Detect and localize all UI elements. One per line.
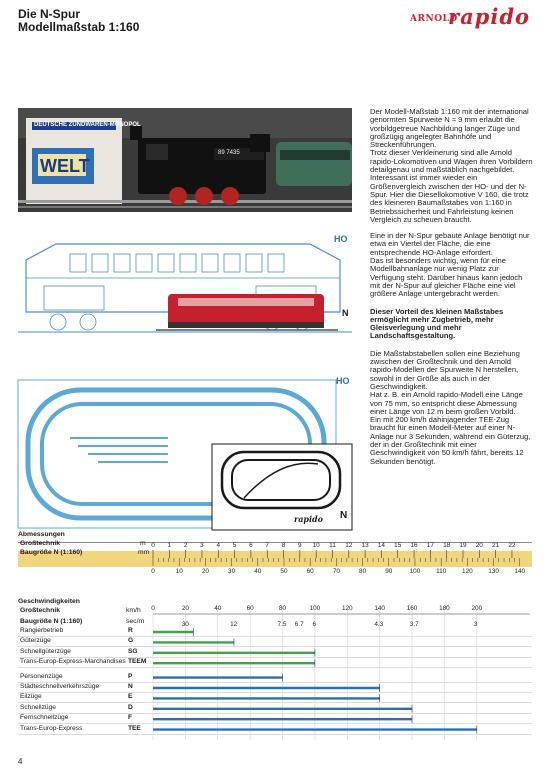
speed-row-label: Eilzüge (20, 693, 42, 701)
dim-mm-label: 110 (436, 568, 447, 575)
speed-sec-label: 30 (181, 621, 189, 628)
dim-mm-label: 50 (280, 568, 288, 575)
speed-row-code: E (128, 693, 133, 701)
layout-ho-label: HO (336, 376, 350, 386)
dim-m-label: 1 (167, 542, 172, 549)
body-text (370, 108, 534, 466)
dim-mm-label: 30 (228, 568, 236, 575)
brand-logo (410, 4, 534, 29)
dim-m-label: 10 (312, 542, 320, 549)
speed-kmh-label: 200 (471, 605, 483, 612)
dim-row2-unit: mm (138, 549, 150, 556)
dim-m-label: 2 (183, 542, 188, 549)
dim-mm-label: 20 (201, 568, 209, 575)
dim-mm-label: 130 (488, 568, 499, 575)
speed-row-code: D (128, 703, 133, 711)
paragraph-1: Der Modell-Maßstab 1:160 mit der international genormten Spurweite N ≈ 9 mm erlaubt die vorbildgetreue Nachbildung langer Züge und großzügig angelegter Bahnhöfe und Streckenführungen. (370, 107, 529, 150)
speed-row-code: TEE (128, 724, 141, 732)
dim-m-label: 20 (475, 542, 483, 549)
speeds-chart (150, 600, 540, 740)
dim-m-label: 15 (394, 542, 402, 549)
speed-kmh-label: 120 (341, 605, 353, 612)
dim-mm-label: 60 (306, 568, 314, 575)
speed-kmh-label: 180 (439, 605, 450, 612)
paragraph-7: Die Maßstabstabellen sollen eine Beziehung zwischen der Großtechnik und den Arnold rapido-Modellen der Spurweite N herstellen, sowohl in der Größe als auch in der Geschwindigkeit. (370, 348, 520, 391)
dim-row1-label: Großtechnik (20, 540, 61, 547)
loco-number: 89 7435 (218, 150, 240, 156)
paragraph-4: Eine in der N-Spur gebaute Anlage benötigt nur etwa ein Viertel der Fläche, die eine entsprechende HO-Anlage erfordert. (370, 231, 530, 257)
dim-m-label: 0 (151, 542, 155, 549)
speed-sec-label: 6 (312, 621, 317, 628)
speed-kmh-label: 140 (374, 605, 386, 612)
speed-row-code: G (128, 637, 134, 645)
dim-mm-label: 0 (151, 568, 155, 575)
dim-m-label: 21 (492, 542, 500, 549)
paragraph-8: Hat z. B. ein Arnold rapido-Modell eine Länge von 75 mm, so entspricht diese Abmessung einer Länge von 12 m beim großen Vorbild. (370, 390, 523, 416)
speed-row-divider (18, 646, 532, 647)
speed-row2-unit: sec/m (126, 618, 145, 625)
loco-size-diagram (18, 232, 352, 342)
title-line-1: Die N-Spur (18, 7, 81, 21)
dim-mm-label: 90 (385, 568, 393, 575)
speed-row-divider (18, 667, 532, 668)
dim-m-label: 18 (443, 542, 451, 549)
speed-kmh-label: 80 (278, 605, 287, 612)
speed-row-code: P (128, 672, 133, 680)
speed-row-label: Trans-Europ-Express (20, 724, 83, 732)
dim-m-label: 12 (345, 542, 353, 549)
brand-rapido: rapido (448, 4, 531, 29)
paragraph-3: Interessant ist immer wieder ein Größenvergleich zwischen der HO- und der N-Spur. Hier die Diesellokomotive V 160, die trotz des kleineren Baumaßstabes von 1:160 in Betriebssicherheit und Fahrleistung keinen Vergleich zu scheuen braucht. (370, 173, 529, 224)
dim-mm-label: 40 (254, 568, 262, 575)
speed-kmh-label: 0 (151, 605, 155, 612)
speed-kmh-label: 100 (309, 605, 321, 612)
speed-row-code: F (128, 714, 133, 722)
layout-size-diagram (18, 374, 352, 532)
matchbox-label: DEUTSCHE ZÜNDWAREN-MONOPOL (34, 122, 141, 128)
speed-sec-label: 7.5 (277, 621, 287, 628)
speed-sec-label: 12 (230, 621, 238, 628)
matchbox-brand: WELT (40, 156, 90, 176)
loco-ho-label: HO (334, 234, 348, 244)
paragraph-5: Das ist besonders wichtig, wenn für eine Modellbahnanlage nur wenig Platz zur Verfügung steht. Darüber hinaus kann jedoch mit der N-Spur auf gleicher Fläche eine viel größere Anlage untergebracht werden. (370, 256, 523, 299)
loco-n-label: N (342, 308, 349, 318)
dim-mm-label: 140 (514, 568, 526, 575)
speed-row-code: R (128, 627, 133, 634)
speed-row-label: Schnellzüge (20, 703, 56, 711)
speed-row-divider (18, 734, 532, 735)
paragraph-2: Trotz dieser Verkleinerung sind alle Arnold rapido-Lokomotiven und Wagen ihren Vorbildern detailgenau und maßstäblich nachgebildet. (370, 148, 533, 175)
speed-row2-label: Baugröße N (1:160) (20, 618, 83, 625)
speed-row-label: Rangierbetrieb (20, 627, 64, 634)
speed-row-divider (18, 713, 532, 714)
layout-n-label: N (340, 510, 348, 521)
dimensions-ruler (150, 530, 540, 575)
title-line-2: Modellmaßstab 1:160 (18, 20, 140, 34)
speed-sec-label: 3.7 (409, 621, 419, 628)
dim-m-label: 4 (216, 542, 221, 549)
speed-row-divider (18, 692, 532, 693)
speed-row-code: N (128, 683, 133, 690)
speed-row-divider (18, 636, 532, 637)
dim-row2-label: Baugröße N (1:160) (20, 549, 83, 556)
speed-kmh-label: 40 (214, 605, 222, 612)
dim-mm-label: 10 (175, 568, 183, 575)
dim-m-label: 9 (298, 542, 302, 549)
speed-sec-label: 6.7 (294, 621, 304, 628)
page-title (18, 8, 139, 34)
dimensions-title: Abmessungen (18, 531, 65, 538)
dim-row1-unit: m (140, 540, 146, 547)
speed-sec-label: 4.3 (374, 621, 384, 628)
layout-brand: rapido (294, 514, 323, 524)
speed-row-label: Trans-Europ-Express-Marchandises (20, 658, 126, 666)
paragraph-9: Ein mit 200 km/h dahinjagender TEE-Zug braucht für einen Modell-Meter auf einer N-Anlage nur 3 Sekunden, während ein Güterzug, der in der Großtechnik mit einer Geschwindigkeit von 50 km/h fährt, bereits 12 Sekunden benötigt. (370, 415, 531, 466)
speed-row-label: Städteschnellverkehrszüge (20, 683, 100, 690)
dim-m-label: 7 (265, 542, 269, 549)
speed-row-label: Fernschnellzüge (20, 714, 69, 722)
dim-mm-label: 120 (462, 568, 473, 575)
speed-sec-label: 3 (473, 621, 478, 628)
dim-m-label: 17 (426, 542, 434, 549)
speeds-title: Geschwindigkeiten (18, 598, 80, 605)
dim-m-label: 16 (410, 542, 418, 549)
comparison-photo (18, 108, 352, 212)
paragraph-6: Dieser Vorteil des kleinen Maßstabes ermöglicht mehr Zugbetrieb, mehr Gleisverlegung und mehr Landschaftsgestaltung. (370, 306, 504, 341)
speed-row-divider (18, 723, 532, 724)
speed-row-divider (18, 702, 532, 703)
speed-kmh-label: 20 (181, 605, 189, 612)
dim-m-label: 14 (377, 542, 385, 549)
dim-m-label: 13 (361, 542, 369, 549)
speed-row1-unit: km/h (126, 607, 141, 614)
dim-m-label: 19 (459, 542, 467, 549)
brand-arnold: ARNOLD (410, 14, 458, 24)
speed-row-code: SG (128, 647, 138, 655)
dim-m-label: 6 (249, 542, 253, 549)
dim-m-label: 8 (281, 542, 286, 549)
speed-row-label: Güterzüge (20, 637, 51, 645)
speed-row1-label: Großtechnik (20, 607, 61, 614)
dim-mm-label: 100 (409, 568, 421, 575)
speed-kmh-label: 60 (246, 605, 254, 612)
page-number: 4 (18, 757, 23, 766)
speed-row-code: TEEM (128, 658, 147, 666)
speed-row-label: Personenzüge (20, 672, 63, 680)
dim-m-label: 5 (232, 542, 237, 549)
dim-m-label: 22 (508, 542, 516, 549)
dim-m-label: 11 (329, 542, 336, 549)
dim-mm-label: 70 (332, 568, 340, 575)
dim-mm-label: 80 (359, 568, 367, 575)
speed-kmh-label: 160 (406, 605, 418, 612)
speed-row-label: Schnellgüterzüge (20, 647, 71, 655)
dim-m-label: 3 (200, 542, 204, 549)
